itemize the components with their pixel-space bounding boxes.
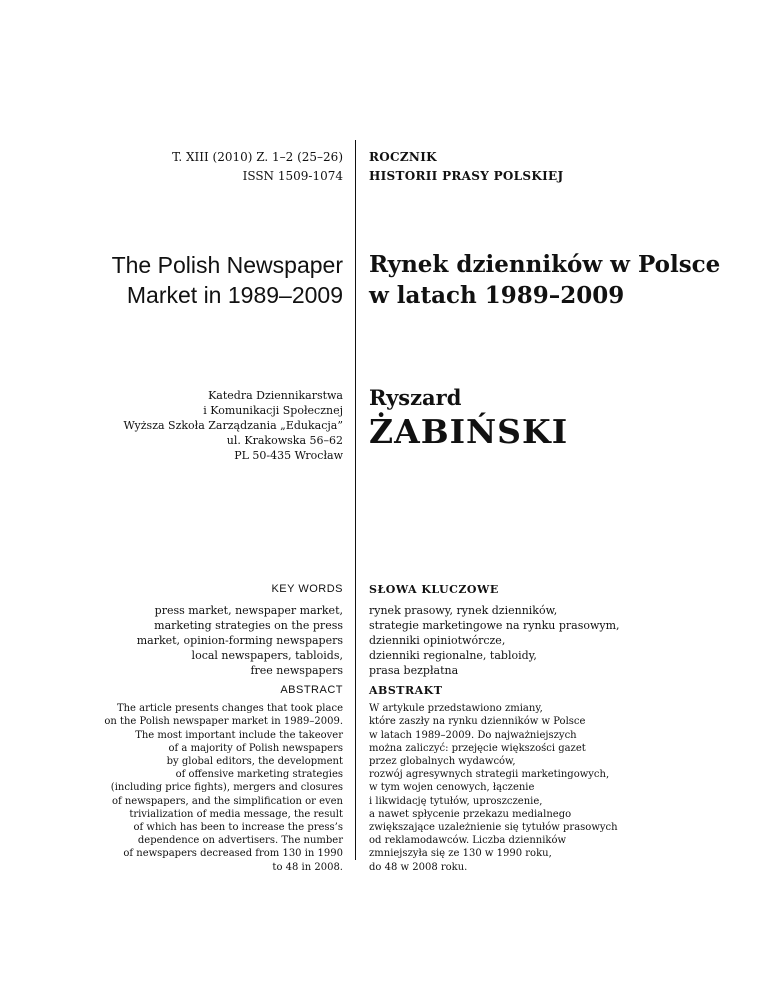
title-polish-line-1: Rynek dzienników w Polsce [369,251,721,278]
keywords-line: dzienniki opiniotwórcze, [369,634,506,647]
journal-name [369,148,563,186]
abstract-line: zmniejszyła się ze 130 w 1990 roku, [369,848,552,860]
abstract-line: of a majority of Polish newspapers [168,742,343,754]
title-english-line-1: The Polish Newspaper [111,252,343,278]
abstract-line: The most important include the takeover [135,729,343,741]
abstract-line: w tym wojen cenowych, łączenie [369,782,535,794]
keywords-line: market, opinion-forming newspapers [136,634,343,647]
author-first-name: Ryszard [369,385,462,410]
abstract-line: by global editors, the development [166,756,343,768]
abstract-line: a nawet spłycenie przekazu medialnego [369,808,572,820]
keywords-heading-english: KEY WORDS [271,583,343,595]
keywords-line: rynek prasowy, rynek dzienników, [369,604,558,617]
abstract-english [104,684,343,874]
title-polish-line-2: w latach 1989–2009 [369,282,625,309]
abstract-line: można zaliczyć: przejęcie większości gazet [369,742,586,754]
affiliation [123,388,343,463]
author [369,384,568,452]
keywords-polish [369,582,620,678]
abstract-line: The article presents changes that took place [116,703,343,715]
keywords-line: strategie marketingowe na rynku prasowym, [369,619,620,632]
volume-number: T. XIII (2010) Z. 1–2 (25–26) [172,150,343,164]
keywords-line: free newspapers [250,664,343,677]
keywords-line: prasa bezpłatna [369,664,459,677]
affiliation-line: Wyższa Szkoła Zarządzania „Edukacja” [123,419,343,432]
abstract-line: of which has been to increase the press’s [133,822,343,834]
volume-info [172,148,343,186]
affiliation-line: ul. Krakowska 56–62 [226,434,343,447]
abstract-line: i likwidację tytułów, uproszczenie, [369,795,543,807]
abstract-line: przez globalnych wydawców, [369,756,516,768]
journal-name-line-1: ROCZNIK [369,150,437,164]
keywords-line: local newspapers, tabloids, [191,649,343,662]
abstract-line: rozwój agresywnych strategii marketingowych, [369,769,610,781]
abstract-line: które zaszły na rynku dzienników w Polsce [369,716,586,728]
abstract-line: dependence on advertisers. The number [137,835,343,847]
affiliation-line: i Komunikacji Społecznej [203,404,343,417]
abstract-line: of newspapers decreased from 130 in 1990 [123,848,343,860]
title-polish [369,249,720,311]
title-english [112,250,343,310]
keywords-english [137,582,343,678]
abstract-heading-polish: ABSTRAKT [369,684,443,697]
abstract-line: od reklamodawców. Liczba dzienników [369,835,567,847]
abstract-line: w latach 1989–2009. Do najważniejszych [369,729,577,741]
abstract-line: trivialization of media message, the result [129,808,343,820]
keywords-line: marketing strategies on the press [154,619,343,632]
keywords-heading-polish: SŁOWA KLUCZOWE [369,583,499,596]
abstract-heading-english: ABSTRACT [280,684,343,696]
abstract-line: (including price fights), mergers and closures [110,782,343,794]
abstract-line: zwiększające uzależnienie się tytułów prasowych [369,822,618,834]
abstract-line: of newspapers, and the simplification or even [111,795,343,807]
affiliation-line: PL 50-435 Wrocław [234,449,343,462]
keywords-line: press market, newspaper market, [154,604,343,617]
abstract-line: to 48 in 2008. [272,861,343,873]
column-divider [355,140,356,860]
affiliation-line: Katedra Dziennikarstwa [208,389,343,402]
abstract-polish [369,684,618,874]
issn: ISSN 1509-1074 [242,169,343,183]
abstract-line: W artykule przedstawiono zmiany, [369,703,543,715]
title-english-line-2: Market in 1989–2009 [126,282,343,308]
author-last-name: ŻABIŃSKI [369,412,569,451]
abstract-line: do 48 w 2008 roku. [369,861,468,873]
abstract-line: of offensive marketing strategies [175,769,343,781]
journal-name-line-2: HISTORII PRASY POLSKIEJ [369,169,564,183]
abstract-line: on the Polish newspaper market in 1989–2009. [104,716,343,728]
keywords-line: dzienniki regionalne, tabloidy, [369,649,537,662]
